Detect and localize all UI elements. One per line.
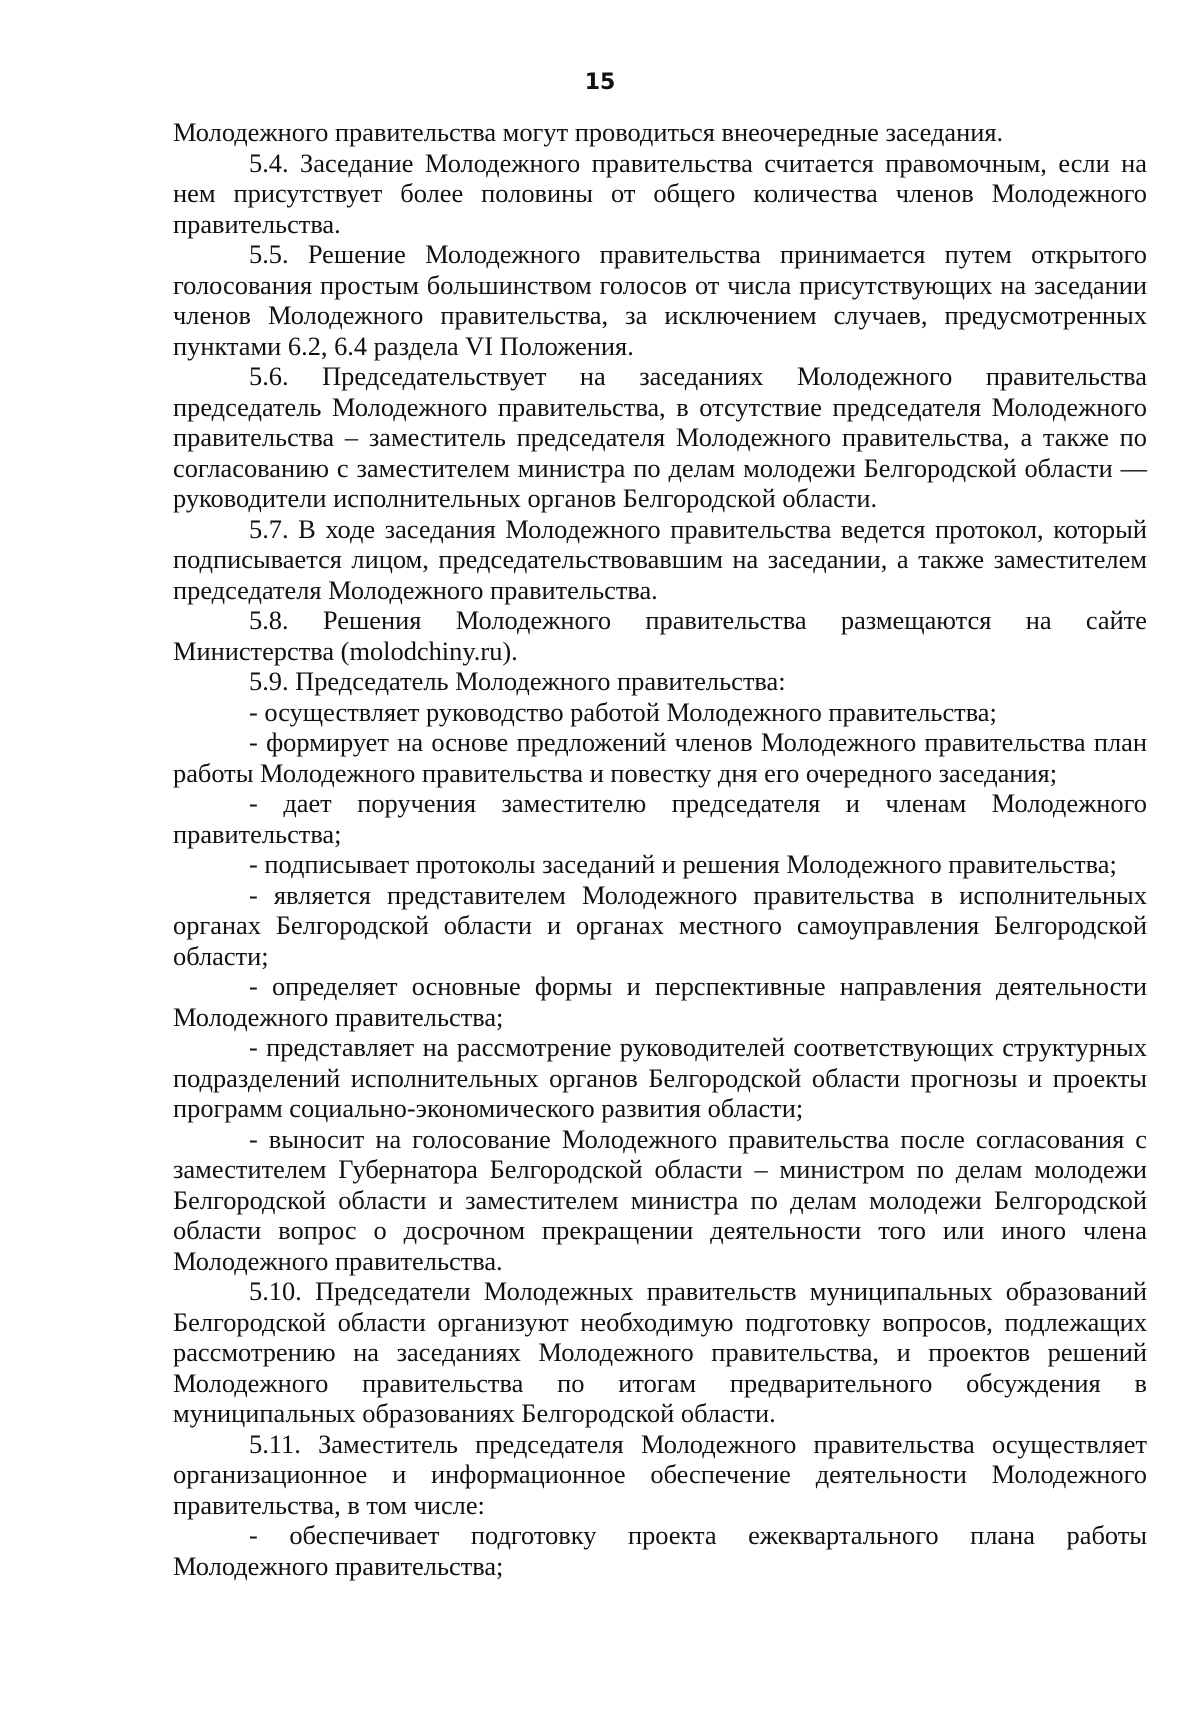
list-item: - обеспечивает подготовку проекта ежеквартального плана работы Молодежного правительства; [173,1520,1147,1581]
list-item: - является представителем Молодежного правительства в исполнительных органах Белгородской области и органах местного самоуправления Белгородской области; [173,879,1147,971]
list-item: - осуществляет руководство работой Молодежного правительства; [249,696,997,727]
list-item: - представляет на рассмотрение руководителей соответствующих структурных подразделений исполнительных органов Белгородской области прогнозы и проекты программ социально-экономического развития области; [173,1032,1147,1123]
paragraph-5-10: 5.10. Председатели Молодежных правительств муниципальных образований Белгородской области организуют необходимую подготовку вопросов, подлежащих рассмотрению на заседаниях Молодежного правительства, и проектов решений Молодежного правительства по итогам предварительного обсуждения в муниципальных образованиях Белгородской области. [173,1276,1147,1428]
paragraph-5-9: 5.9. Председатель Молодежного правительства: [249,666,786,696]
list-item: - дает поручения заместителю председателя и членам Молодежного правительства; [173,788,1147,849]
paragraph-5-4: 5.4. Заседание Молодежного правительства считается правомочным, если на нем присутствует более половины от общего количества членов Молодежного правительства. [173,147,1147,239]
paragraph-continuation: Молодежного правительства могут проводиться внеочередные заседания. [173,117,1004,147]
list-item: - подписывает протоколы заседаний и решения Молодежного правительства; [249,849,1117,879]
paragraph-5-6: 5.6. Председательствует на заседаниях Молодежного правительства председатель Молодежного правительства, в отсутствие председателя Молодежного правительства – заместитель председателя Молодежного правительства, а также по согласованию с заместителем министра по делам молодежи Белгородской области — руководители исполнительных органов Белгородской области. [173,361,1147,513]
paragraph-5-7: 5.7. В ходе заседания Молодежного правительства ведется протокол, который подписывается лицом, председательствовавшим на заседании, а также заместителем председателя Молодежного правительства. [173,513,1147,605]
list-item: - выносит на голосование Молодежного правительства после согласования с заместителем Губернатора Белгородской области – министром по делам молодежи Белгородской области и заместителем министра по делам молодежи Белгородской области вопрос о досрочном прекращении деятельности того или иного члена Молодежного правительства. [173,1123,1147,1276]
paragraph-5-5: 5.5. Решение Молодежного правительства принимается путем открытого голосования простым большинством голосов от числа присутствующих на заседании членов Молодежного правительства, за исключением случаев, предусмотренных пунктами 6.2, 6.4 раздела VI Положения. [173,239,1147,361]
list-item: - определяет основные формы и перспективные направления деятельности Молодежного правительства; [173,971,1147,1032]
document-body [173,117,1147,1581]
list-item: - формирует на основе предложений членов Молодежного правительства план работы Молодежного правительства и повестку дня его очередного заседания; [173,727,1147,788]
paragraph-5-8: 5.8. Решения Молодежного правительства размещаются на сайте Министерства (molodchiny.ru). [173,605,1147,666]
paragraph-5-11: 5.11. Заместитель председателя Молодежного правительства осуществляет организационное и информационное обеспечение деятельности Молодежного правительства, в том числе: [173,1428,1147,1520]
page-number: 15 [584,70,616,95]
